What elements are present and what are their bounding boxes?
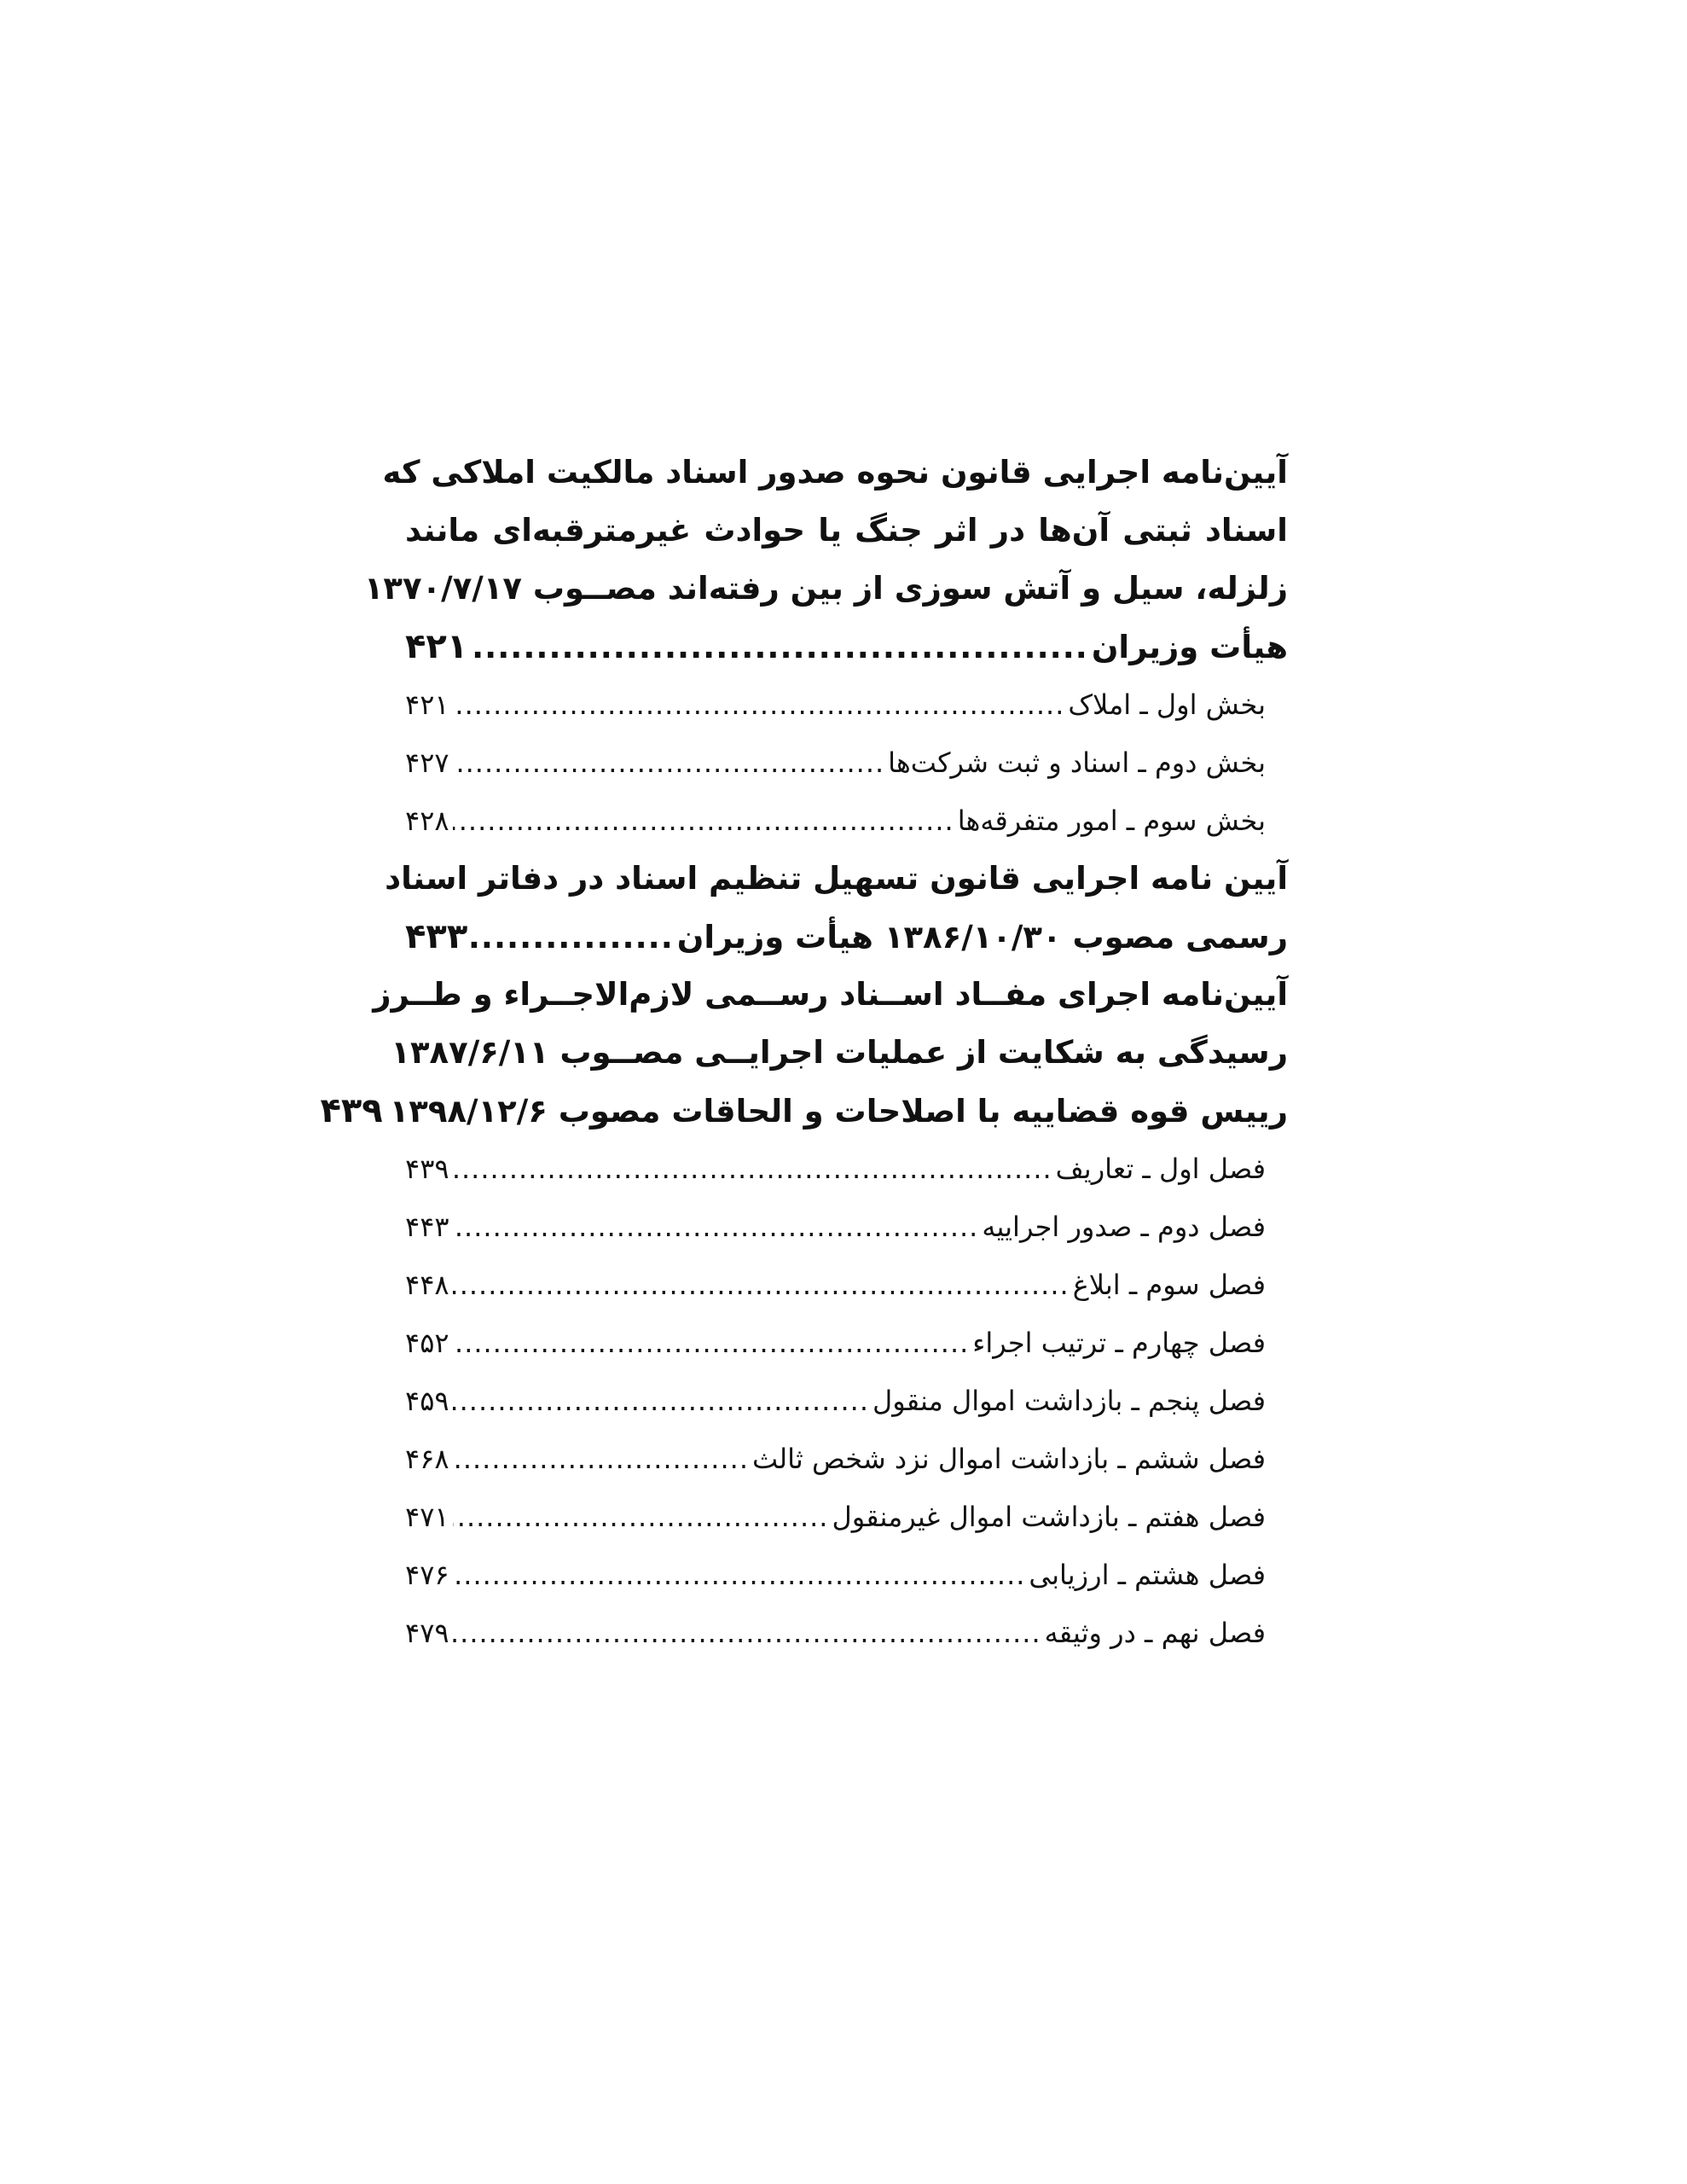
toc-page-number: ۴۵۲ [405, 1327, 449, 1359]
toc-entry-title: فصل پنجم ـ بازداشت اموال منقول [872, 1385, 1266, 1417]
toc-page-number: ۴۷۶ [405, 1559, 449, 1591]
dot-leader [453, 1314, 970, 1372]
toc-page-number: ۴۲۱ [405, 627, 468, 666]
dot-leader [453, 1256, 1070, 1314]
toc-entry-title: فصل اول ـ تعاریف [1055, 1153, 1266, 1185]
toc-entry[interactable] [405, 1140, 1288, 1198]
section-heading-line: رسیدگی به شکایت از عملیات اجرایــی مصــوب ۱۳۸۷/۶/۱۱ [391, 1034, 1288, 1071]
toc-entry-title: فصل سوم ـ ابلاغ [1072, 1269, 1266, 1301]
toc-entry[interactable] [405, 1256, 1288, 1314]
toc-page-number: ۴۴۳ [405, 1211, 449, 1243]
toc-page-number: ۴۴۸ [405, 1269, 449, 1301]
toc-page-number: ۴۳۳ [405, 917, 468, 956]
toc-entry-title: رییس قوه قضاییه با اصلاحات و الحاقات مصوب ۱۳۹۸/۱۲/۶ [389, 1093, 1288, 1130]
toc-entry[interactable] [405, 734, 1288, 792]
section-heading-line: آیین‌نامه اجرای مفــاد اســناد رســمی لازم‌الاجــراء و طــرز [373, 976, 1288, 1013]
toc-entry-title: فصل هفتم ـ بازداشت اموال غیرمنقول [832, 1501, 1266, 1533]
dot-leader [453, 792, 954, 850]
toc-entry-title: رسمی مصوب ۱۳۸۶/۱۰/۳۰ هیأت وزیران [676, 919, 1288, 956]
toc-entry-title: فصل دوم ـ صدور اجراییه [982, 1211, 1266, 1243]
toc-page-number: ۴۶۸ [405, 1443, 449, 1475]
dot-leader [453, 1488, 829, 1546]
toc-entry[interactable] [405, 1314, 1288, 1372]
toc-entry[interactable] [405, 1198, 1288, 1256]
toc-page-number: ۴۷۱ [405, 1501, 449, 1533]
toc-entry[interactable] [405, 792, 1288, 850]
dot-leader [471, 619, 1088, 677]
toc-entry-main[interactable] [405, 618, 1288, 676]
toc-entry-title: بخش اول ـ املاک [1068, 688, 1266, 721]
section-heading-line: اسناد ثبتی آن‌ها در اثر جنگ یا حوادث غیرمترقبه‌ای مانند [405, 512, 1288, 549]
toc-entry-title: فصل هشتم ـ ارزیابی [1029, 1559, 1266, 1591]
toc-entry[interactable] [405, 1430, 1288, 1488]
dot-leader [453, 1140, 1052, 1198]
table-of-contents [320, 444, 1288, 1662]
toc-section [385, 850, 1288, 966]
toc-page-number: ۴۳۹ [320, 1091, 383, 1130]
toc-entry[interactable] [405, 1546, 1288, 1604]
dot-leader [453, 1430, 749, 1488]
section-heading-line: آیین‌نامه اجرایی قانون نحوه صدور اسناد مالکیت املاکی که [382, 454, 1288, 491]
section-heading-line: آیین نامه اجرایی قانون تسهیل تنظیم اسناد در دفاتر اسناد [385, 860, 1288, 897]
toc-page-number: ۴۲۷ [405, 746, 449, 779]
dot-leader [453, 676, 1065, 734]
toc-entry-title: فصل نهم ـ در وثیقه [1044, 1617, 1266, 1649]
dot-leader [453, 734, 885, 792]
dot-leader [471, 909, 674, 967]
toc-entry-title: بخش سوم ـ امور متفرقه‌ها [957, 804, 1266, 837]
toc-entry-title: فصل ششم ـ بازداشت اموال نزد شخص ثالث [751, 1443, 1266, 1475]
dot-leader [453, 1604, 1041, 1662]
toc-page-number: ۴۵۹ [405, 1385, 449, 1417]
dot-leader [453, 1372, 869, 1430]
toc-entry[interactable] [405, 1604, 1288, 1662]
toc-entry-title: بخش دوم ـ اسناد و ثبت شرکت‌ها [888, 746, 1266, 779]
toc-entry[interactable] [405, 676, 1288, 734]
dot-leader [453, 1546, 1026, 1604]
toc-page-number: ۴۷۹ [405, 1617, 449, 1649]
toc-entry-main[interactable] [320, 1082, 1288, 1140]
toc-entry-title: هیأت وزیران [1091, 629, 1288, 665]
toc-section [363, 444, 1288, 850]
toc-entry[interactable] [405, 1372, 1288, 1430]
toc-section [320, 966, 1288, 1662]
toc-page-number: ۴۲۱ [405, 688, 449, 721]
dot-leader [453, 1198, 979, 1256]
toc-page-number: ۴۲۸ [405, 804, 449, 837]
section-heading-line: زلزله، سیل و آتش سوزی از بین رفته‌اند مصــوب ۱۳۷۰/۷/۱۷ [363, 570, 1288, 607]
toc-page-number: ۴۳۹ [405, 1153, 449, 1185]
toc-entry[interactable] [405, 1488, 1288, 1546]
toc-entry-title: فصل چهارم ـ ترتیب اجراء [972, 1327, 1266, 1359]
toc-entry-main[interactable] [405, 908, 1288, 966]
